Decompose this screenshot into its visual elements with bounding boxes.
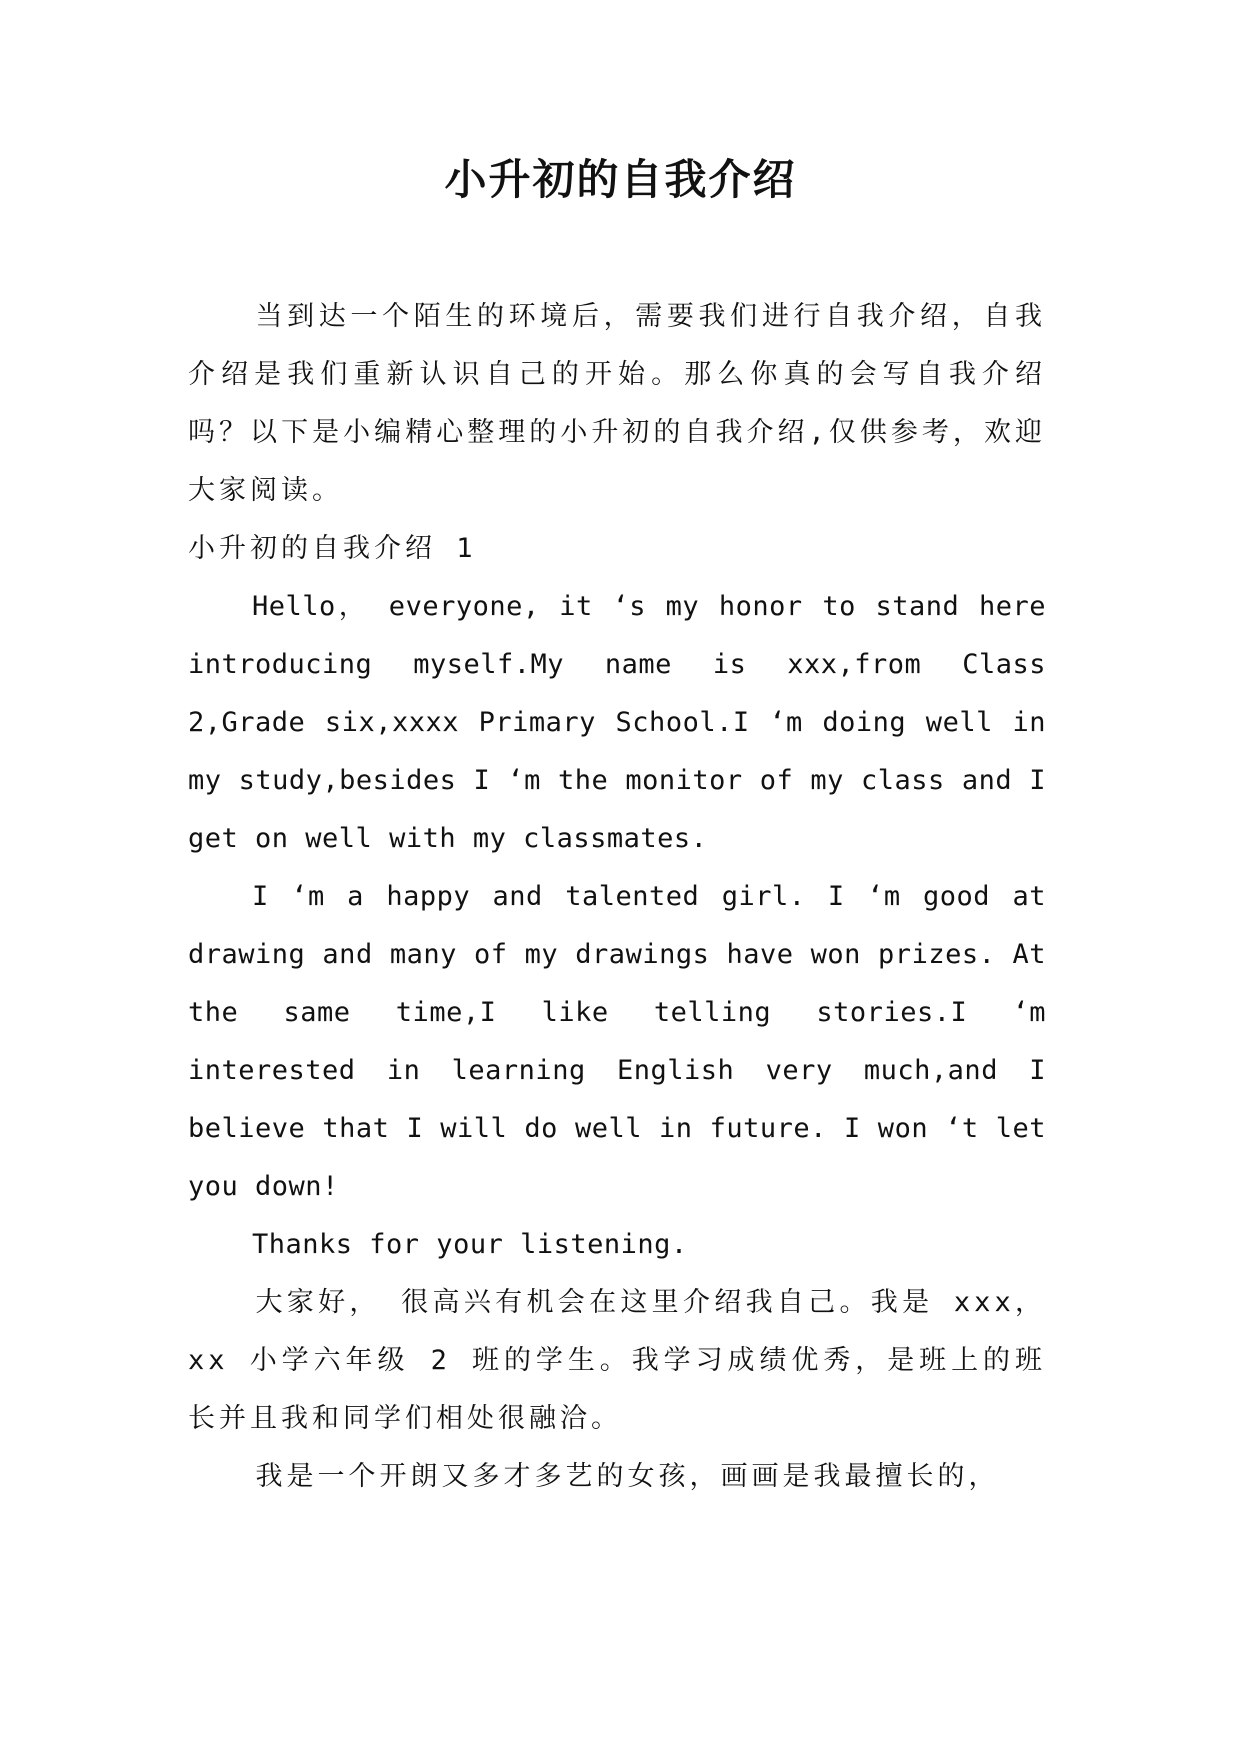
english-paragraph-1: Hello， everyone, it ‘s my honor to stand here introducing myself.My name is xxx,from Class 2,Grade six,xxxx Primary School.I ‘m doing well in my study,besides I ‘m the monitor of my class and I get on well with my classmates. <box>188 591 1046 854</box>
chinese-paragraph-2: 我是一个开朗又多才多艺的女孩，画画是我最擅长的， <box>255 1461 1000 1492</box>
intro-paragraph: 当到达一个陌生的环境后，需要我们进行自我介绍，自我介绍是我们重新认识自己的开始。那么你真的会写自我介绍吗？以下是小编精心整理的小升初的自我介绍,仅供参考，欢迎大家阅读。 <box>188 301 1046 506</box>
english-paragraph-2: I ‘m a happy and talented girl. I ‘m good at drawing and many of my drawings have won prizes. At the same time,I like telling stories.I ‘m interested in learning English very much,and I believe that I will do well in future. I won ‘t let you down! <box>188 881 1046 1202</box>
english-paragraph-3: Thanks for your listening. <box>252 1229 688 1260</box>
section-title: 小升初的自我介绍 1 <box>188 533 477 564</box>
chinese-paragraph-1: 大家好， 很高兴有机会在这里介绍我自己。我是 xxx，xx 小学六年级 2 班的学生。我学习成绩优秀，是班上的班长并且我和同学们相处很融洽。 <box>188 1287 1046 1434</box>
document-body <box>188 288 1046 1506</box>
document-title: 小升初的自我介绍 <box>444 155 797 204</box>
